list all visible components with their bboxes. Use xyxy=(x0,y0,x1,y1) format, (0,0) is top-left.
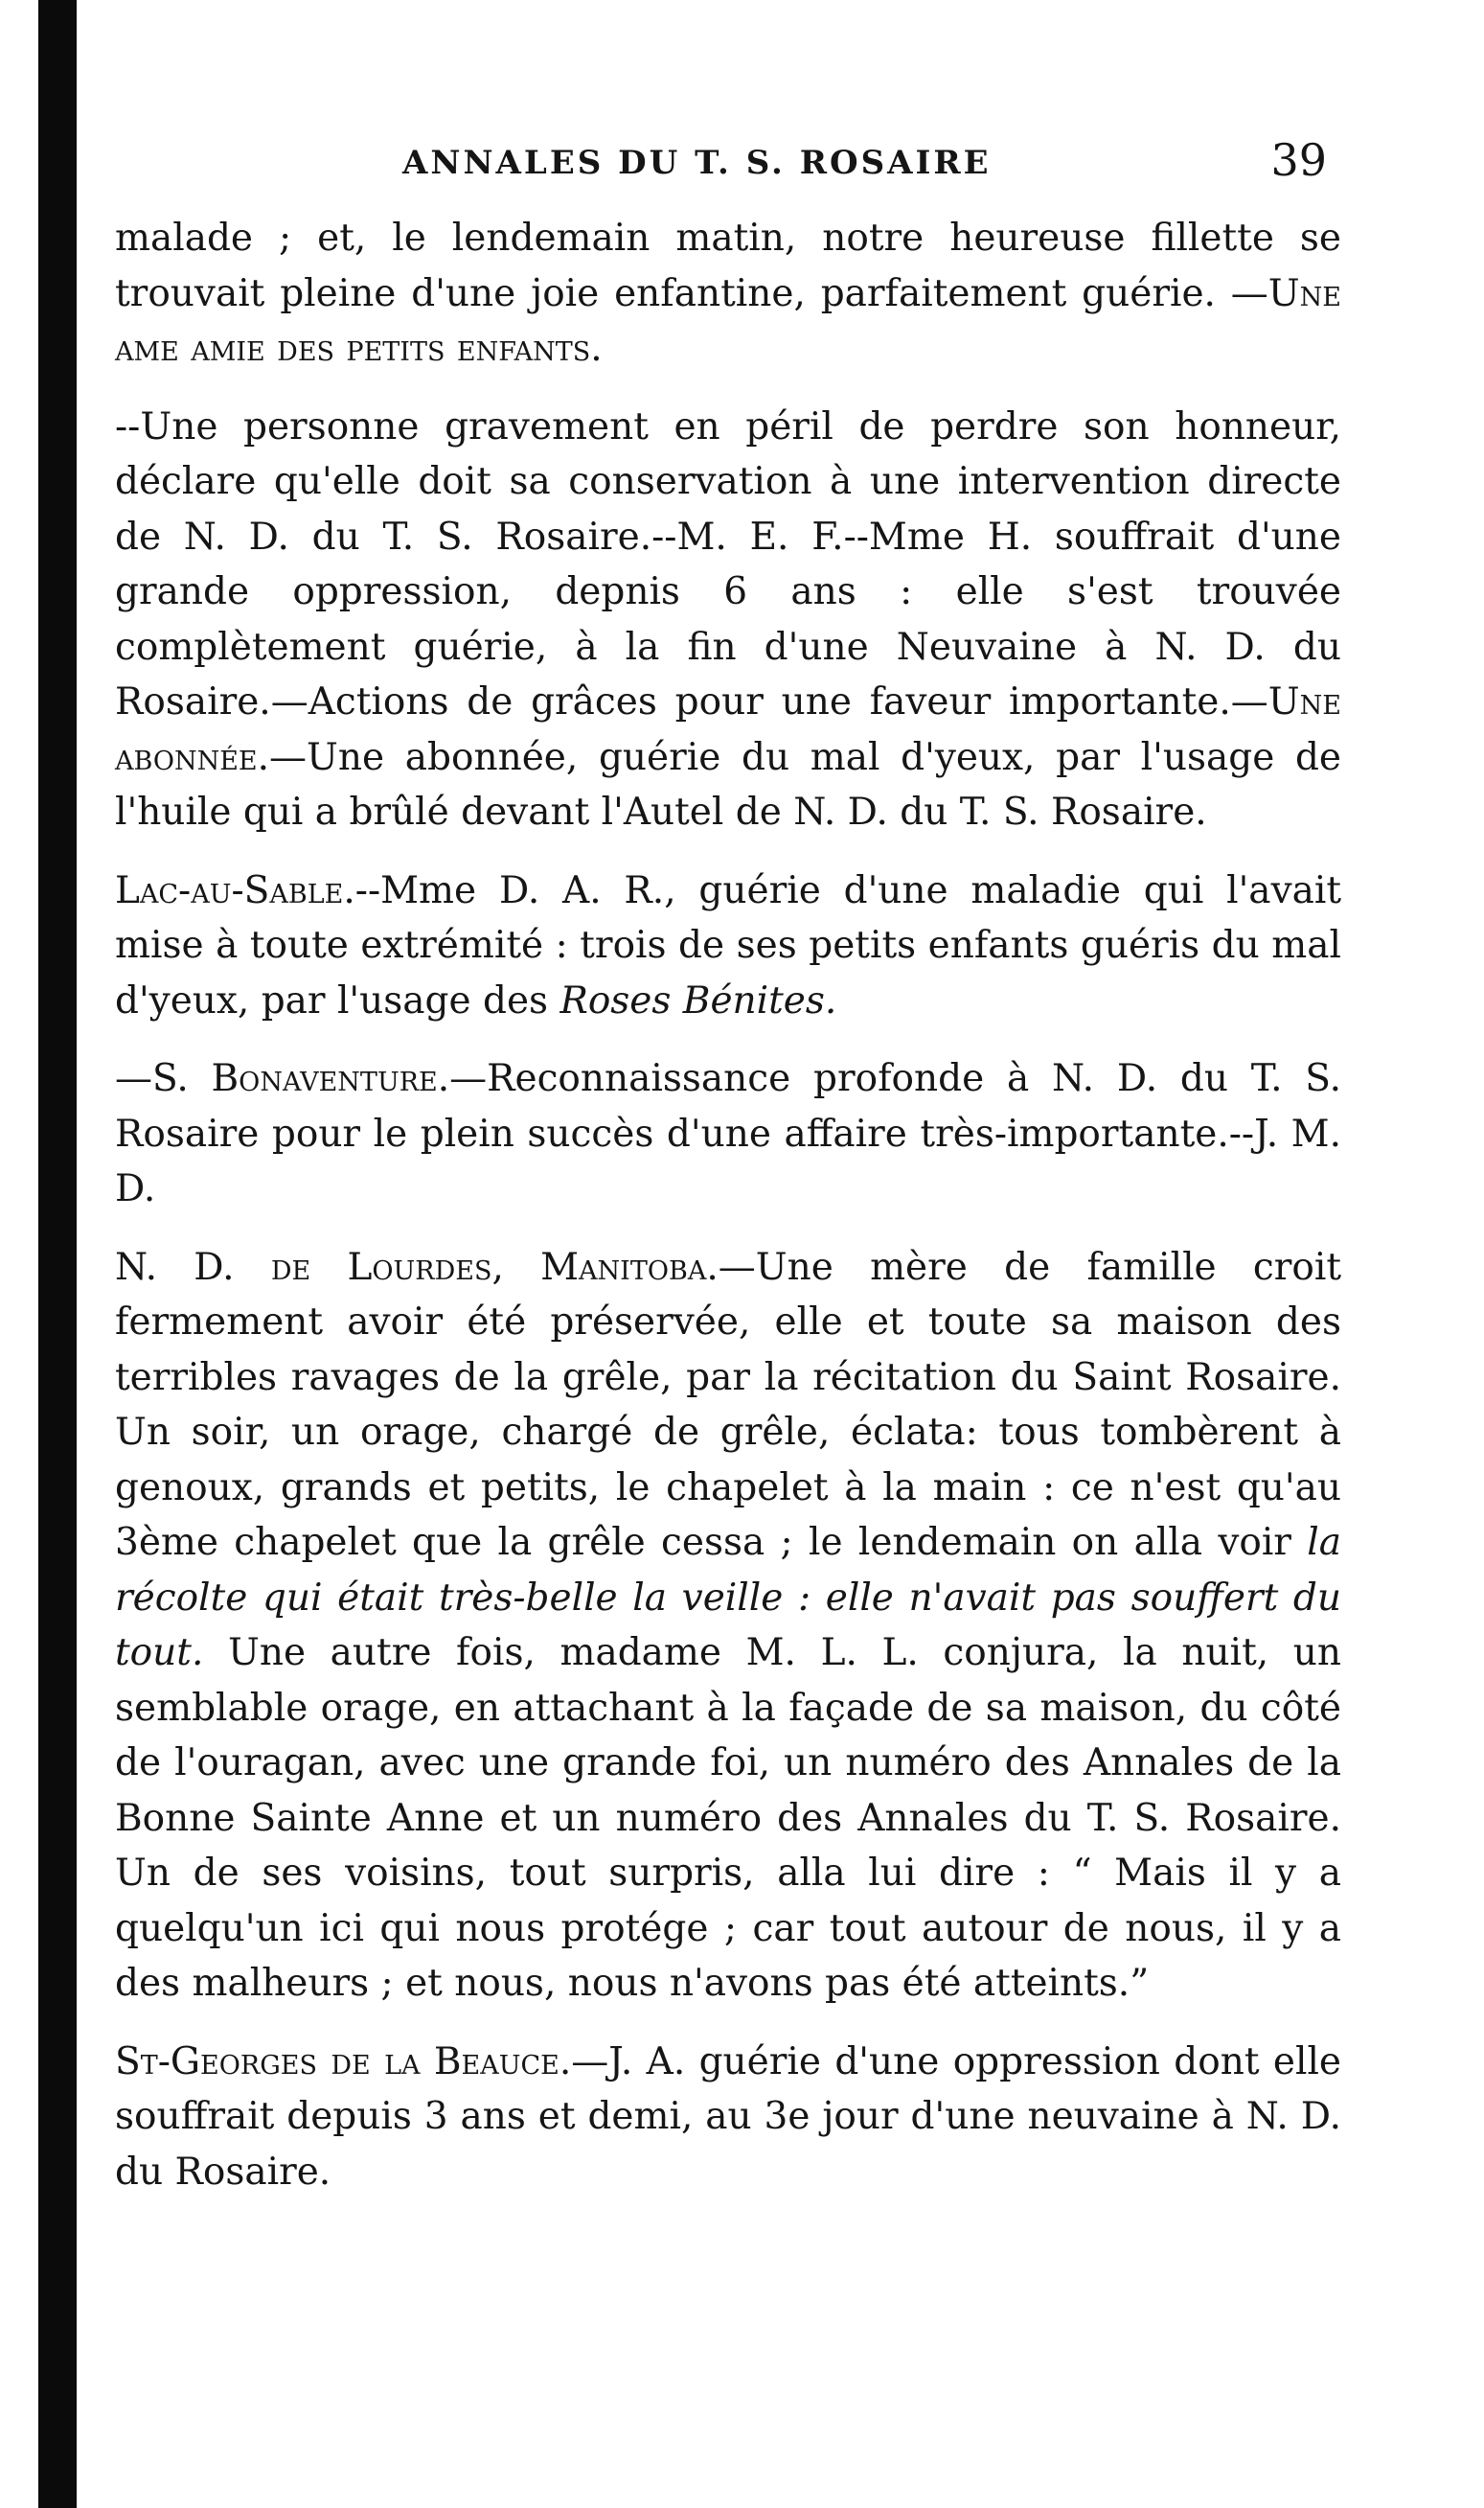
paragraph-1 xyxy=(115,211,1341,377)
paragraph-5-italic: la récolte qui était très-belle la veille : elle n'avait pas souffert du tout. xyxy=(115,1521,1341,1674)
page-header xyxy=(115,134,1341,211)
paragraph-2-text: --Une personne gravement en péril de perdre son honneur, déclare qu'elle doit sa conservation à une intervention directe de N. D. du T. S. Rosaire.--M. E. F.--Mme H. souffrait d'une grande oppression, depnis 6 ans : elle s'est trouvée complètement guérie, à la fin d'une Neuvaine à N. D. du Rosaire.—Actions de grâces pour une faveur importante.— xyxy=(115,404,1341,724)
paragraph-6 xyxy=(115,2035,1341,2200)
paragraph-3-place: Lac-au-Sable. xyxy=(115,868,355,912)
paragraph-2-signature: Une abonnée. xyxy=(115,680,1341,779)
paragraph-5-text: —Une mère de famille croit fermement avoir été préservée, elle et toute sa maison des terribles ravages de la grêle, par la récitation du Saint Rosaire. Un soir, un orage, chargé de grêle, éclata: tous tombèrent à genoux, grands et petits, le chapelet à la main : ce n'est qu'au 3ème chapelet que la grêle cessa ; le lendemain on alla voir xyxy=(115,1245,1342,1564)
paragraph-4 xyxy=(115,1051,1341,1217)
paragraph-4-place: —S. Bonaventure. xyxy=(115,1057,450,1100)
page-binding-edge xyxy=(38,0,77,2508)
paragraph-4-text: —Reconnaissance profonde à N. D. du T. S. Rosaire pour le plein succès d'une affaire très-importante.--J. M. D. xyxy=(115,1057,1342,1210)
page-number: 39 xyxy=(1270,134,1327,186)
running-title: ANNALES DU T. S. ROSAIRE xyxy=(402,144,992,182)
paragraph-1-text: malade ; et, le lendemain matin, notre heureuse fillette se trouvait pleine d'une joie enfantine, parfaitement guérie. — xyxy=(115,217,1341,315)
paragraph-2 xyxy=(115,400,1341,840)
paragraph-6-place: St-Georges de la Beauce. xyxy=(115,2039,572,2083)
book-page xyxy=(115,134,1341,2213)
paragraph-5 xyxy=(115,1240,1341,2012)
paragraph-6-text: —J. A. guérie d'une oppression dont elle souffrait depuis 3 ans et demi, au 3e jour d'une neuvaine à N. D. du Rosaire. xyxy=(115,2039,1342,2194)
paragraph-3-italic: Roses Bénites. xyxy=(559,978,837,1023)
paragraph-2-tail: —Une abonnée, guérie du mal d'yeux, par l'usage de l'huile qui a brûlé devant l'Autel de N. D. du T. S. Rosaire. xyxy=(115,735,1341,834)
paragraph-5-tail: Une autre fois, madame M. L. L. conjura, la nuit, un semblable orage, en attachant à la façade de sa maison, du côté de l'ouragan, avec une grande foi, un numéro des Annales de la Bonne Sainte Anne et un numéro des Annales du T. S. Rosaire. Un de ses voisins, tout surpris, alla lui dire : “ Mais il y a quelqu'un ici qui nous protége ; car tout autour de nous, il y a des malheurs ; et nous, nous n'avons pas été atteints.” xyxy=(115,1631,1341,2005)
paragraph-5-place: N. D. de Lourdes, Manitoba. xyxy=(115,1245,719,1289)
paragraph-1-signature: Une ame amie des petits enfants. xyxy=(115,271,1341,370)
paragraph-3 xyxy=(115,863,1341,1029)
paragraph-3-text: --Mme D. A. R., guérie d'une maladie qui l'avait mise à toute extrémité : trois de ses petits enfants guéris du mal d'yeux, par l'usage des xyxy=(115,868,1341,1023)
